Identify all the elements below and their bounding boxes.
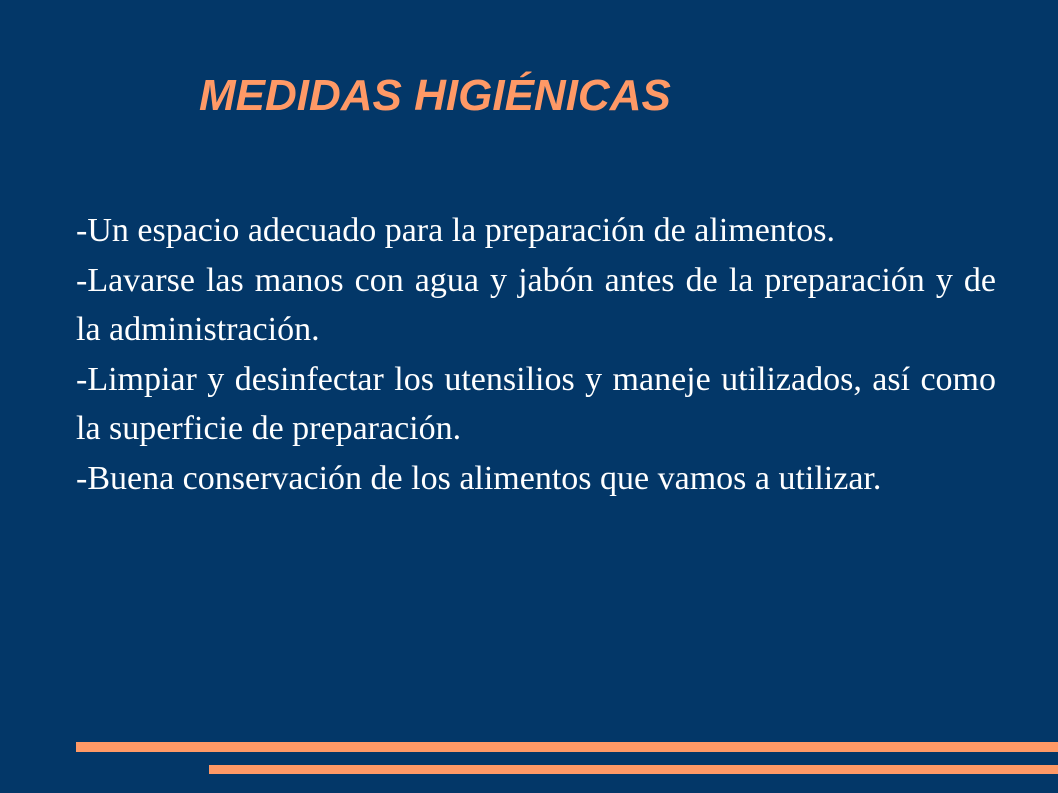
decorative-bar-bottom xyxy=(209,765,1058,774)
bullet-paragraph: -Buena conservación de los alimentos que vamos a utilizar. xyxy=(76,459,882,497)
bullet-paragraph: -Un espacio adecuado para la preparación de alimentos. xyxy=(76,212,835,249)
slide-body xyxy=(76,206,996,503)
bullet-paragraph: -Lavarse las manos con agua y jabón antes de la preparación y de la administración. xyxy=(76,261,996,348)
slide-title: MEDIDAS HIGIÉNICAS xyxy=(199,71,671,120)
decorative-bar-top xyxy=(76,742,1058,752)
bullet-paragraph: -Limpiar y desinfectar los utensilios y maneje utilizados, así como la superficie de preparación. xyxy=(76,360,996,447)
